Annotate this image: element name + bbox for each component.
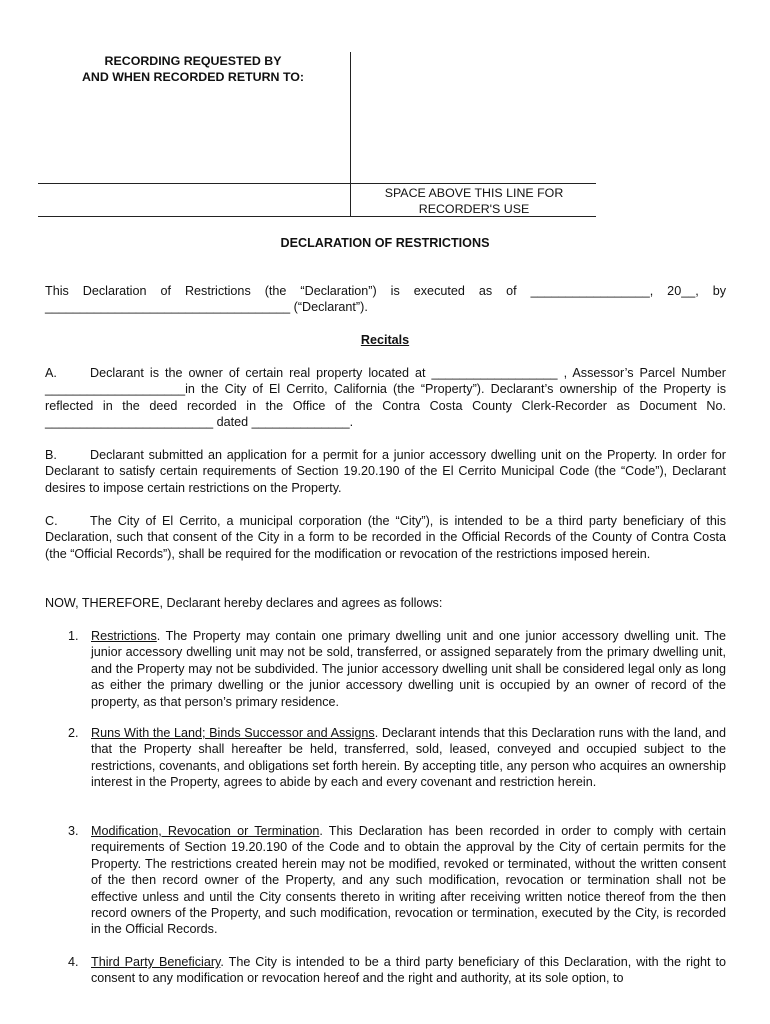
recital-text: The City of El Cerrito, a municipal corporation (the “City”), is intended to be a third party beneficiary of this Declaration, such that consent of the City in a form to be recorded in the Official Records of the County of Contra Costa (the “Official Records”), shall be required for the modification or revocation of the restrictions imposed herein. xyxy=(45,514,726,561)
covenant-item-1 xyxy=(68,628,726,710)
document-title: DECLARATION OF RESTRICTIONS xyxy=(280,236,490,250)
covenant-number: 4. xyxy=(68,955,79,969)
covenant-item-4 xyxy=(68,954,726,987)
covenant-heading: Third Party Beneficiary xyxy=(91,955,221,969)
recital-a xyxy=(45,365,726,431)
recording-requested-line1: RECORDING REQUESTED BY xyxy=(104,54,282,68)
recital-text: Declarant is the owner of certain real property located at __________________ , Assessor’s Parcel Number ____________________in the City of El Cerrito, California (the “Property”). Declarant’s ownership of the Property is reflected in the deed recorded in the Office of the Contra Costa County Clerk-Recorder as Document No. ________________________ dated ______________. xyxy=(45,366,726,430)
recorder-space-line2: RECORDER'S USE xyxy=(418,202,530,216)
now-therefore-paragraph: NOW, THEREFORE, Declarant hereby declares and agrees as follows: xyxy=(45,596,443,610)
covenant-text: . This Declaration has been recorded in order to comply with certain requirements of Section 19.20.190 of the Code and to obtain the approval by the City of certain permits for the Property. The restrictions created herein may not be modified, revoked or terminated, without the written consent of the then record owner of the Property, and any such modification, revocation or termination shall not be effective unless and until the City consents thereto in writing after receiving written notice thereof from the then record owners of the Property, and such modification, revocation or termination, executed by the City, is recorded in the Official Records. xyxy=(91,824,726,937)
covenant-text: . Declarant intends that this Declaration runs with the land, and that the Property shall hereafter be held, transferred, sold, leased, conveyed and occupied subject to the restrictions, covenants, and obligations set forth herein. By accepting title, any person who acquires an ownership interest in the Property, agrees to abide by each and every covenant and restriction herein. xyxy=(91,726,726,790)
covenant-heading: Modification, Revocation or Termination xyxy=(91,824,320,838)
recital-letter: A. xyxy=(45,366,57,380)
recording-requested-block xyxy=(38,53,348,85)
recital-letter: B. xyxy=(45,448,57,462)
recital-letter: C. xyxy=(45,514,58,528)
covenant-number: 1. xyxy=(68,629,79,643)
covenant-item-2 xyxy=(68,725,726,791)
intro-paragraph: This Declaration of Restrictions (the “Declaration”) is executed as of _________________, 20__, by ___________________________________ (“Declarant”). xyxy=(45,284,726,315)
covenant-item-3 xyxy=(68,823,726,938)
recital-text: Declarant submitted an application for a permit for a junior accessory dwelling unit on the Property. In order for Declarant to satisfy certain requirements of Section 19.20.190 of the El Cerrito Municipal Code (the “Code”), Declarant desires to impose certain restrictions on the Property. xyxy=(45,448,726,495)
recitals-heading: Recitals xyxy=(360,333,410,347)
recording-requested-line2: AND WHEN RECORDED RETURN TO: xyxy=(81,70,305,84)
recording-divider-top xyxy=(38,183,596,184)
covenant-number: 2. xyxy=(68,726,79,740)
covenant-text: . The City is intended to be a third party beneficiary of this Declaration, with the right to consent to any modification or revocation hereof and the right and authority, at its sole option, to xyxy=(91,955,726,986)
covenant-heading: Restrictions xyxy=(91,629,157,643)
recorder-space-line1: SPACE ABOVE THIS LINE FOR xyxy=(384,186,564,200)
recorder-space-note xyxy=(352,185,596,217)
recital-b xyxy=(45,447,726,496)
recording-divider-vertical xyxy=(350,52,351,217)
covenant-heading: Runs With the Land; Binds Successor and Assigns xyxy=(91,726,375,740)
covenant-text: . The Property may contain one primary dwelling unit and one junior accessory dwelling unit. The junior accessory dwelling unit may not be sold, transferred, or assigned separately from the primary dwelling unit, and the Property may not be subdivided. The junior accessory dwelling unit shall be considered legal only as long as either the primary dwelling or the junior accessory dwelling unit is occupied by an owner of record of the property, as that person’s primary residence. xyxy=(91,629,726,709)
recital-c xyxy=(45,513,726,562)
covenant-number: 3. xyxy=(68,824,79,838)
